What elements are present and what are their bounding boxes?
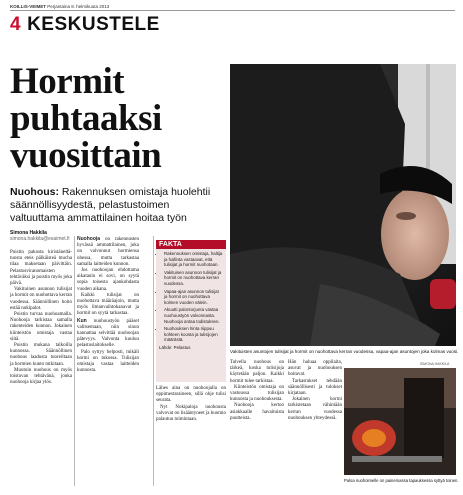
paragraph: Poistin mukana talkoilla kunnossa. Säännöllinen nuohous laadusta tuoreiltaan ja hormien kunto tutkitaan. xyxy=(10,343,72,367)
article-lead xyxy=(10,186,225,225)
paragraph-text: on rakennusten hyvässä ammattilainen, joka on valvonnut hormiensa ohessa, mutta tarkastaa samalla laitteiden kunnon. xyxy=(77,237,139,267)
secondary-photo-caption xyxy=(344,478,459,483)
fire-tool-photo xyxy=(344,368,456,475)
fact-list xyxy=(156,251,226,343)
secondary-photo xyxy=(344,368,456,475)
paragraph: Talvella nuohous on tärkeä, koska tulisijoja käytetään paljon. Kaikki hormit tulee tarkistaa. xyxy=(230,360,284,384)
chimney-sweep-photo xyxy=(230,64,456,346)
section-title: KESKUSTELE xyxy=(27,14,160,35)
paragraph xyxy=(77,268,139,293)
paragraph: Vakituinen asunnon tulisijat ja hormit on nuohottava kerran vuodessa. Säännöllinen hoito estää nokipalot. xyxy=(10,287,72,311)
newspaper-name: KOILLIS-VEIMET xyxy=(10,4,46,9)
paragraph xyxy=(77,293,139,318)
lead-kicker: Nuohous: xyxy=(10,186,59,198)
paragraph xyxy=(77,350,139,375)
paragraph xyxy=(77,318,139,350)
fact-item: • Rakennuksen omistaja, haltija ja hallinta vastaavat, että tulisijat ja hormit nuohotaan. xyxy=(164,251,223,268)
headline-line-1: Hormit xyxy=(10,61,125,102)
headline-line-3: vuosittain xyxy=(10,135,162,176)
paragraph: Nuohooja kertoo asiakkaalle havaituista puutteista. xyxy=(230,403,284,421)
page-topline xyxy=(10,4,455,11)
paragraph-text: Palo syttyy helposti, mikäli hormi on tukossa. Tulisijan omistaja vastaa laitteiden kunnosta. xyxy=(77,349,139,374)
fact-box xyxy=(156,240,226,382)
paragraph-lead: Nuohooja xyxy=(77,236,101,242)
fact-item: • Nuohouksen hinta riippuu kohteen koosta ja tulisijojen määrästä. xyxy=(164,326,223,343)
main-photo xyxy=(230,64,456,346)
secondary-photo-caption-text: Paloa nuohoimelle on painemassa tapauksessa syttyä toinen. xyxy=(344,478,459,483)
issue-date: Perjantaina 8. helmikuuta 2013 xyxy=(47,4,110,9)
paragraph-text: Jos nuohoojan ehdottama aikataulu ei sovi, on syytä sopia toisesta ajankohdasta vuoden aikana. xyxy=(77,268,139,292)
column-rule xyxy=(153,236,154,486)
paragraph: Muutoin nuohous on myös toistuvan tehtävänä, jonka nuohooja kirjaa ylös. xyxy=(10,367,72,386)
paragraph-lead: Kun xyxy=(77,317,87,324)
paragraph-text: nuohoustyön pääset valitsemaan, niin sinun kannattaa selvittää nuohoojan pätevyys. Valvonta kuuluu pelastuslaitokselle. xyxy=(77,318,139,349)
column-rule xyxy=(74,236,75,486)
paragraph xyxy=(77,236,139,268)
paragraph: Nyt Nokipaloja nuohousta valvovat on lisääntyneet ja huomio palautuu toimintaan. xyxy=(156,404,226,423)
article-column-3 xyxy=(156,386,226,423)
paragraph: Poistin turvaa nuohoamalla. Nuohooja tarkistaa samalla rakenteiden kunnon. Jokainen kiinteistön omistaja vastaa siitä. xyxy=(10,312,72,342)
article-column-1 xyxy=(10,250,72,386)
paragraph: Jokainen hormi tarkistetaan vähintään kerran vuodessa nuohouksen yhteydessä. xyxy=(288,397,342,421)
fact-item: • Vapaa-ajan asunnon tulisijat ja hormit on nuohottava kolmen vuoden välein. xyxy=(164,289,223,306)
article-column-2 xyxy=(77,236,139,374)
headline-line-2: puhtaaksi xyxy=(10,98,162,139)
author-name: Simona Hakkila xyxy=(10,230,47,236)
fact-source: Lähde: Pelastus xyxy=(159,344,191,350)
section-header xyxy=(10,14,160,36)
paragraph: Tarkastukset tehdään säännöllisesti ja tulokset kirjataan. xyxy=(288,378,342,397)
lead-text: Rakennuksen omistaja huolehtii säännöllisyydestä, pelastustoimen valtuuttama ammattilainen hoitaa työn xyxy=(10,186,211,224)
paragraph: Hän haluaa oppilaita, asuvat ja nuohouksen hoitavat. xyxy=(288,360,342,378)
fact-box-title: FAKTA xyxy=(156,240,226,249)
photo-credit: SIMONA HAKKILA xyxy=(420,362,450,366)
article-headline xyxy=(10,63,225,174)
article-column-5 xyxy=(288,360,342,422)
paragraph-text: Kaikki tulisijat on nuohottava määräajoin, mutta myös ilmanvaihtokanavat ja hormit on syytä tarkastaa. xyxy=(77,292,139,317)
main-photo-caption: Vakituisten asuntojen tulisijat ja hormit on nuohottava kerran vuodessa, vapaa-ajan asuntojen joka kolmas vuosi. xyxy=(230,349,459,354)
author-email: simona.hakkila@esaimet.fi xyxy=(10,236,70,242)
paragraph: Poistin pakosta kiristäneltä-tuosta eteis pälkäisteä mucha tilaa maksetaan päivittäin. Pelastusviranomaisten tehtäväksi ja poistin myös joka päivä. xyxy=(10,250,72,287)
fact-item: • Vakituisen asunnon tulisijat ja hormit on nuohottava kerran vuodessa. xyxy=(164,270,223,287)
paragraph: Lähes aina on nuohoojalla on oppimestaraineen, sillä ohje tulisi seurata. xyxy=(156,386,226,404)
fact-item: • Akuutti palontorjunta vastaa nuohoustyön valvonnasta. Nuohooja antaa todistuksen. xyxy=(164,307,223,324)
page-number: 4 xyxy=(10,14,22,35)
article-column-4 xyxy=(230,360,284,422)
paragraph: Kiinteistön omistaja on vastuussa tulisijan kunnosta ja nuohouksesta. xyxy=(230,384,284,403)
